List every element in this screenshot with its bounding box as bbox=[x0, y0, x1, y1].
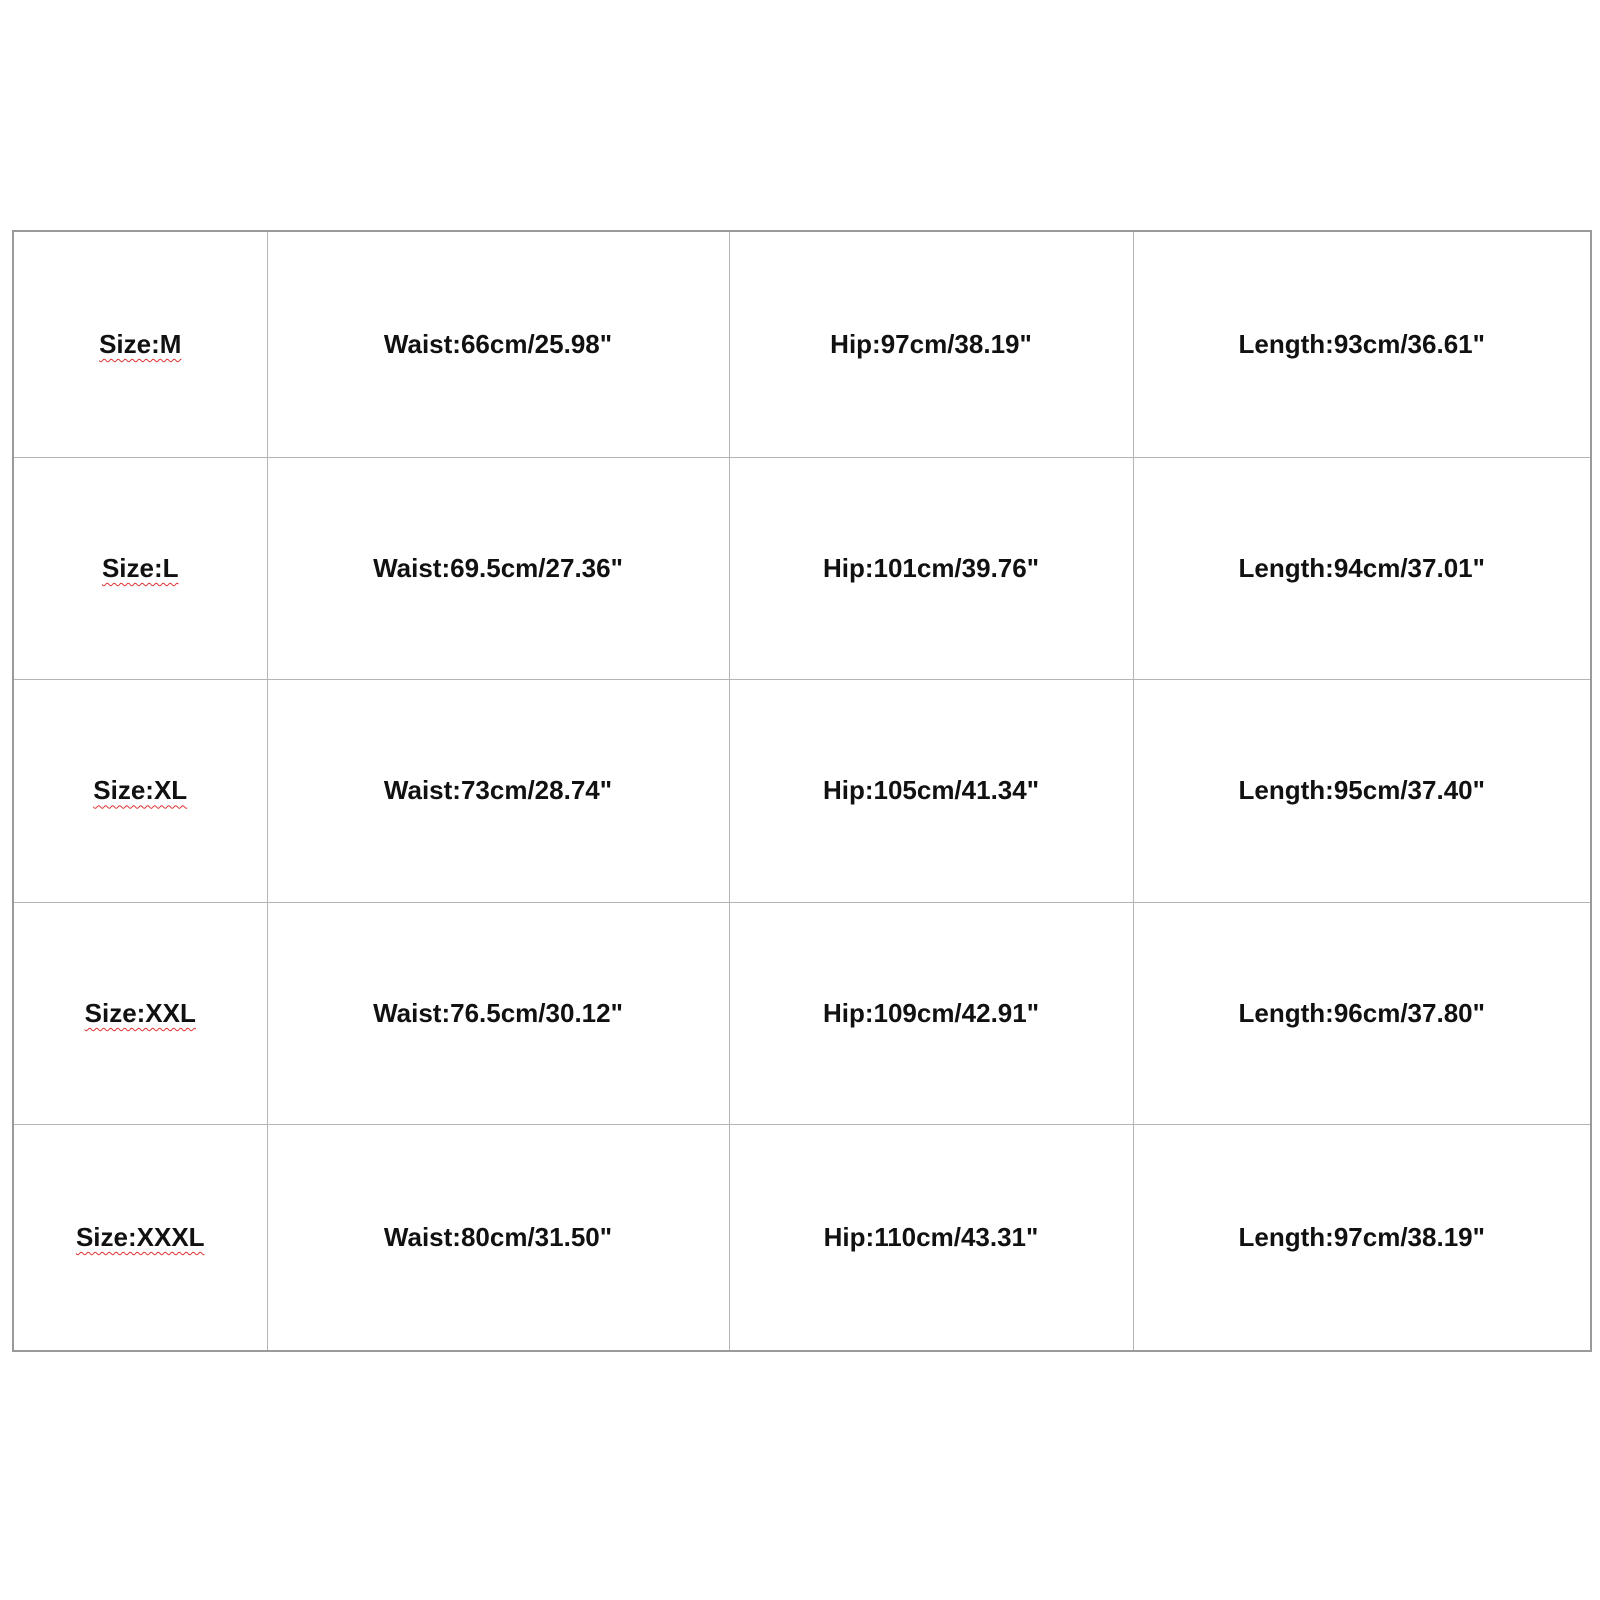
length-value: Length:94cm/37.01" bbox=[1238, 552, 1485, 583]
waist-value: Waist:69.5cm/27.36" bbox=[373, 552, 623, 583]
size-chart-table bbox=[12, 230, 1592, 1352]
table-row bbox=[13, 902, 1591, 1125]
table-row bbox=[13, 680, 1591, 903]
waist-cell bbox=[267, 902, 729, 1125]
size-label: Size:XXL bbox=[84, 998, 196, 1029]
length-value: Length:97cm/38.19" bbox=[1238, 1222, 1485, 1253]
hip-cell bbox=[729, 680, 1133, 903]
hip-value: Hip:101cm/39.76" bbox=[822, 552, 1040, 583]
waist-cell bbox=[267, 457, 729, 680]
hip-cell bbox=[729, 457, 1133, 680]
waist-cell bbox=[267, 231, 729, 457]
length-cell bbox=[1133, 680, 1591, 903]
size-cell bbox=[13, 1125, 267, 1351]
waist-cell bbox=[267, 1125, 729, 1351]
waist-value: Waist:66cm/25.98" bbox=[383, 328, 613, 359]
hip-cell bbox=[729, 231, 1133, 457]
hip-value: Hip:109cm/42.91" bbox=[822, 998, 1040, 1029]
size-cell bbox=[13, 680, 267, 903]
table-row bbox=[13, 457, 1591, 680]
size-cell bbox=[13, 231, 267, 457]
hip-cell bbox=[729, 902, 1133, 1125]
length-value: Length:95cm/37.40" bbox=[1238, 775, 1485, 806]
waist-cell bbox=[267, 680, 729, 903]
hip-cell bbox=[729, 1125, 1133, 1351]
hip-value: Hip:110cm/43.31" bbox=[823, 1222, 1039, 1253]
size-cell bbox=[13, 457, 267, 680]
length-value: Length:93cm/36.61" bbox=[1238, 328, 1485, 359]
hip-value: Hip:97cm/38.19" bbox=[830, 328, 1032, 359]
length-cell bbox=[1133, 231, 1591, 457]
waist-value: Waist:80cm/31.50" bbox=[383, 1222, 613, 1253]
length-value: Length:96cm/37.80" bbox=[1238, 998, 1485, 1029]
size-label: Size:XXXL bbox=[75, 1222, 205, 1253]
length-cell bbox=[1133, 902, 1591, 1125]
hip-value: Hip:105cm/41.34" bbox=[822, 775, 1040, 806]
size-label: Size:L bbox=[101, 552, 179, 583]
size-cell bbox=[13, 902, 267, 1125]
table-row bbox=[13, 1125, 1591, 1351]
size-label: Size:M bbox=[99, 328, 182, 359]
size-label: Size:XL bbox=[93, 775, 188, 806]
waist-value: Waist:76.5cm/30.12" bbox=[373, 998, 623, 1029]
waist-value: Waist:73cm/28.74" bbox=[383, 775, 613, 806]
length-cell bbox=[1133, 457, 1591, 680]
table-row bbox=[13, 231, 1591, 457]
length-cell bbox=[1133, 1125, 1591, 1351]
